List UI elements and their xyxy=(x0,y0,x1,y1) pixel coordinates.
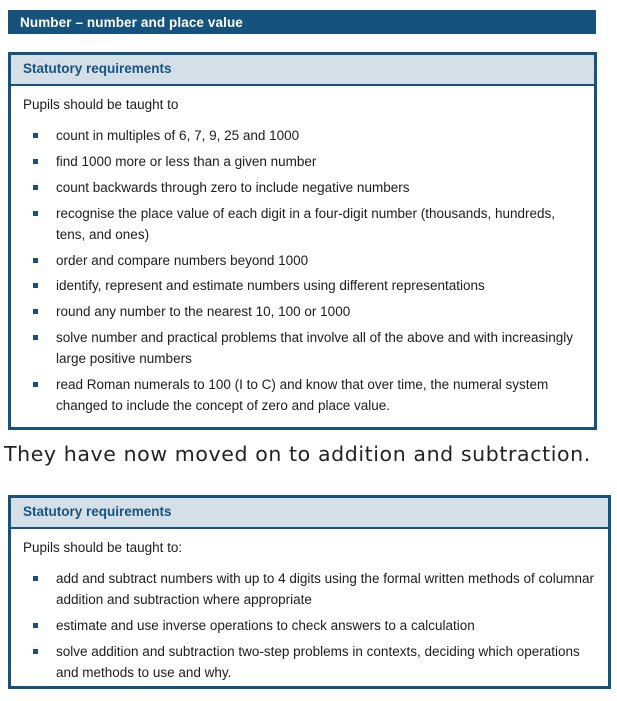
box1-bullet-list xyxy=(23,126,582,417)
bullet-text: solve addition and subtraction two-step problems in contexts, deciding which operations and methods to use and why. xyxy=(56,643,580,680)
bullet-text: identify, represent and estimate numbers using different representations xyxy=(56,278,485,294)
box2-intro: Pupils should be taught to: xyxy=(23,540,183,555)
bullet-square-icon xyxy=(33,159,38,164)
bullet-square-icon xyxy=(33,335,38,340)
bullet-square-icon xyxy=(33,258,38,263)
bullet-square-icon xyxy=(33,576,38,581)
box1-header xyxy=(11,55,594,86)
bullet-square-icon xyxy=(33,649,38,654)
statutory-requirements-box-place-value xyxy=(8,52,597,430)
box2-body xyxy=(11,529,608,684)
bullet-text: find 1000 more or less than a given number xyxy=(56,153,317,169)
handwritten-note: They have now moved on to addition and subtraction. xyxy=(4,442,591,466)
list-item xyxy=(23,616,596,637)
bullet-square-icon xyxy=(33,382,38,387)
list-item xyxy=(23,152,582,173)
box2-bullet-list xyxy=(23,569,596,684)
list-item xyxy=(23,642,596,684)
bullet-square-icon xyxy=(33,211,38,216)
bullet-text: add and subtract numbers with up to 4 digits using the formal written methods of columnar addition and subtraction where appropriate xyxy=(56,570,595,607)
list-item xyxy=(23,204,582,246)
bullet-square-icon xyxy=(33,623,38,628)
box2-header-label: Statutory requirements xyxy=(23,504,172,519)
list-item xyxy=(23,178,582,199)
box1-header-label: Statutory requirements xyxy=(23,61,172,76)
statutory-requirements-box-addition-subtraction xyxy=(8,495,611,689)
bullet-text: recognise the place value of each digit in a four-digit number (thousands, hundreds, tens, and ones) xyxy=(56,205,556,242)
list-item xyxy=(23,276,582,297)
bullet-text: solve number and practical problems that involve all of the above and with increasingly large positive numbers xyxy=(56,330,574,367)
list-item xyxy=(23,328,582,370)
bullet-square-icon xyxy=(33,185,38,190)
bullet-text: count in multiples of 6, 7, 9, 25 and 1000 xyxy=(56,127,300,143)
bullet-text: order and compare numbers beyond 1000 xyxy=(56,252,309,268)
box1-intro: Pupils should be taught to xyxy=(23,97,179,112)
section-title: Number – number and place value xyxy=(20,14,243,30)
bullet-square-icon xyxy=(33,309,38,314)
bullet-square-icon xyxy=(33,283,38,288)
list-item xyxy=(23,569,596,611)
list-item xyxy=(23,251,582,272)
bullet-text: round any number to the nearest 10, 100 or 1000 xyxy=(56,304,351,320)
bullet-text: estimate and use inverse operations to check answers to a calculation xyxy=(56,617,475,633)
list-item xyxy=(23,302,582,323)
bullet-text: read Roman numerals to 100 (I to C) and know that over time, the numeral system changed to include the concept of zero and place value. xyxy=(56,377,549,414)
bullet-text: count backwards through zero to include negative numbers xyxy=(56,179,410,195)
box1-body xyxy=(11,86,594,417)
list-item xyxy=(23,126,582,147)
list-item xyxy=(23,375,582,417)
bullet-square-icon xyxy=(33,133,38,138)
box2-header xyxy=(11,498,608,529)
section-title-bar xyxy=(8,10,596,34)
